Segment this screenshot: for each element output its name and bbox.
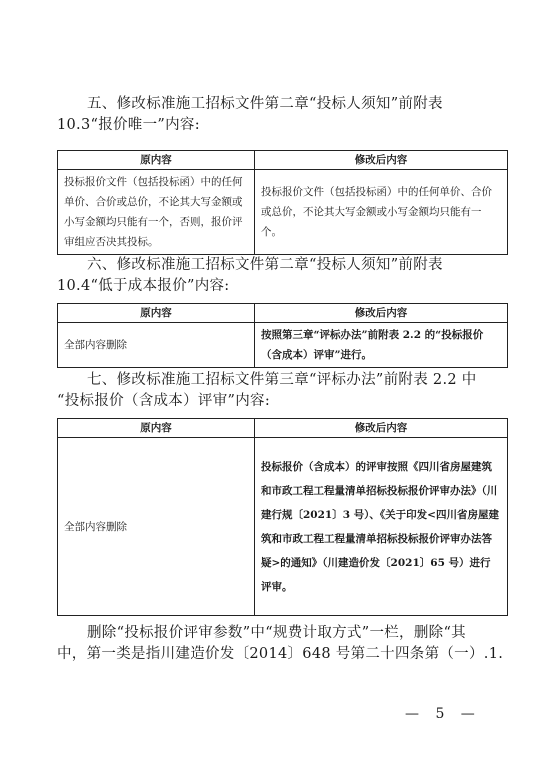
original-content: 投标报价文件（包括投标函）中的任何单价、合价或总价，不论其大写金额或小写金额均只能有一个，否则，报价评审组应否决其投标。 bbox=[58, 170, 255, 255]
section-6-heading-line2: 10.4“低于成本报价”内容: bbox=[57, 278, 230, 294]
section-7-heading-line1: 七、修改标准施工招标文件第三章“评标办法”前附表 2.2 中 bbox=[87, 372, 477, 388]
modified-content: 投标报价（含成本）的评审按照《四川省房屋建筑和市政工程工程量清单招标投标报价评审办法》（川建行规〔2021〕3 号）、《关于印发<四川省房屋建筑和市政工程工程量清单招标投标报价评审办法答疑>的通知》（川建造价发〔2021〕65 号）进行评审。 bbox=[255, 438, 508, 616]
header-modified: 修改后内容 bbox=[255, 419, 508, 438]
header-original: 原内容 bbox=[58, 151, 255, 170]
section-5-heading-line2: 10.3“报价唯一”内容: bbox=[57, 117, 200, 133]
modified-content: 按照第三章“评标办法”前附表 2.2 的“投标报价（含成本）评审”进行。 bbox=[255, 323, 508, 368]
original-content: 全部内容删除 bbox=[58, 323, 255, 368]
header-modified: 修改后内容 bbox=[255, 151, 508, 170]
section-7-heading bbox=[57, 370, 507, 412]
section-6-heading-line1: 六、修改标准施工招标文件第二章“投标人须知”前附表 bbox=[87, 257, 443, 273]
header-original: 原内容 bbox=[58, 304, 255, 323]
header-original: 原内容 bbox=[58, 419, 255, 438]
modified-content: 投标报价文件（包括投标函）中的任何单价、合价或总价，不论其大写金额或小写金额均只能有一个。 bbox=[255, 170, 508, 255]
header-modified: 修改后内容 bbox=[255, 304, 508, 323]
page-number: — 5 — bbox=[405, 706, 481, 722]
section-5-table bbox=[57, 150, 508, 255]
section-7-heading-line2: “投标报价（含成本）评审”内容: bbox=[57, 393, 271, 409]
closing-paragraph bbox=[57, 623, 507, 665]
original-content: 全部内容删除 bbox=[58, 438, 255, 616]
section-7-table bbox=[57, 418, 508, 616]
closing-line2: 中，第一类是指川建造价发〔2014〕648 号第二十四条第（一）.1. bbox=[57, 646, 504, 662]
section-5-heading-line1: 五、修改标准施工招标文件第二章“投标人须知”前附表 bbox=[87, 96, 443, 112]
section-6-table bbox=[57, 303, 508, 368]
section-6-heading bbox=[57, 255, 507, 297]
section-5-heading bbox=[57, 94, 507, 136]
closing-line1: 删除“投标报价评审参数”中“规费计取方式”一栏，删除“其 bbox=[87, 625, 466, 641]
